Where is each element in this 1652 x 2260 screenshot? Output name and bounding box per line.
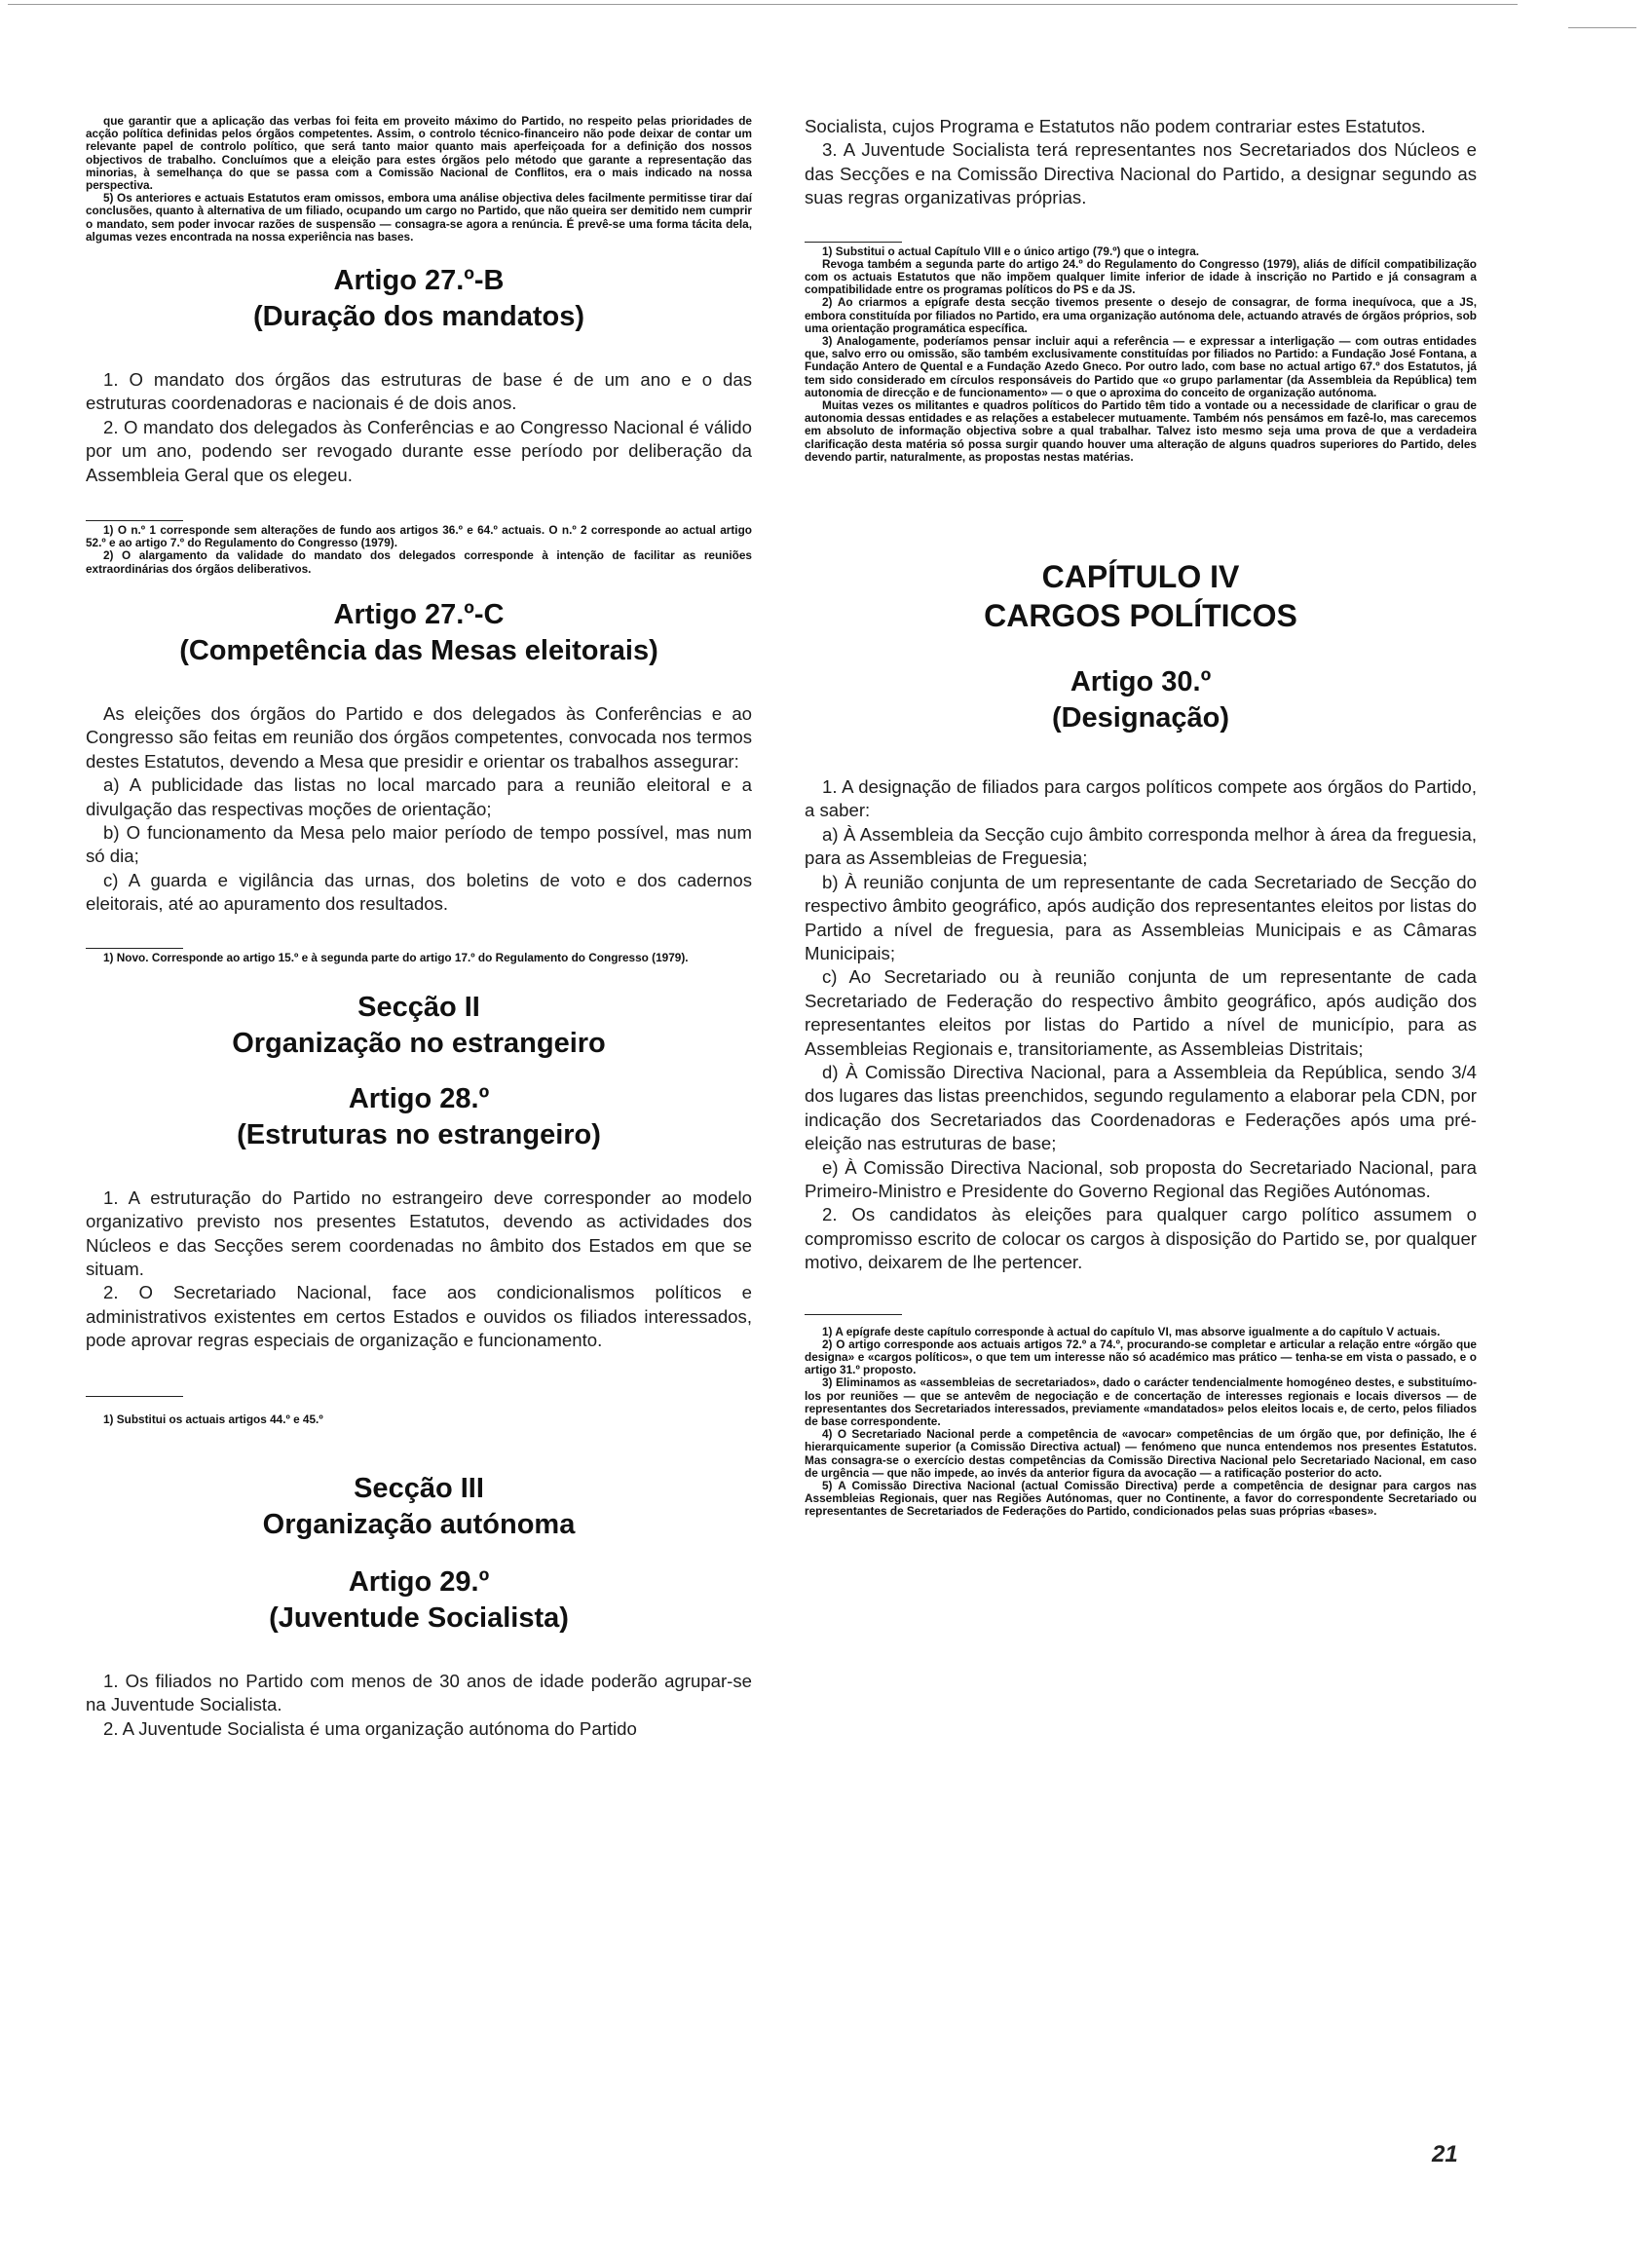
article-29-heading <box>86 1564 752 1637</box>
article-title: Artigo 27.º-B <box>333 265 505 297</box>
article-title: Artigo 28.º <box>348 1082 490 1114</box>
paragraph: c) Ao Secretariado ou à reunião conjunta de um representante de cada Secretariado de Federação do respectivo âmbito geográfico, após audição dos representantes eleitos por listas do Partido a nível de município, para as Assembleias Regionais e, transitoriamente, as Assembleias Distritais; <box>805 966 1477 1059</box>
article-27c-body <box>86 702 752 917</box>
article-title: Artigo 29.º <box>348 1565 490 1598</box>
footnote-text: 1) O n.º 1 corresponde sem alterações de fundo aos artigos 36.º e 64.º actuais. O n.º 2 corresponde ao actual artigo 52.º e ao artigo 7.º do Regulamento do Congresso (1979). <box>86 523 752 550</box>
article-30-heading <box>805 664 1477 736</box>
paragraph: Socialista, cujos Programa e Estatutos não podem contrariar estes Estatutos. <box>805 116 1426 136</box>
intro-footnotes <box>86 115 752 244</box>
article-29-body <box>86 1670 752 1741</box>
footnote-separator <box>86 520 183 521</box>
paragraph: c) A guarda e vigilância das urnas, dos boletins de voto e dos cadernos eleitorais, até ao apuramento dos resultados. <box>86 869 752 915</box>
paragraph: 2. A Juventude Socialista é uma organização autónoma do Partido <box>103 1717 637 1739</box>
chapter-subtitle: CARGOS POLÍTICOS <box>984 598 1297 634</box>
footnote-text: 4) O Secretariado Nacional perde a competência de «avocar» competências de um órgão que, por definição, lhe é hierarquicamente superior (a Comissão Directiva actual) — fenómeno que nunca entendemos nos presentes Estatutos. Mas consagra-se o exercício destas competências da Comissão Directiva Nacional pelo Secretariado Nacional, em caso de urgência — que não impede, ao invés da anterior figura da avocação — a ratificação posterior do acto. <box>805 1427 1477 1480</box>
footnote-text: Revoga também a segunda parte do artigo 24.º do Regulamento do Congresso (1979), aliás de difícil compatibilização com os actuais Estatutos que não impõem qualquer limite inferior de idade à inscrição no Partido e já consagram a compatibilidade entre os programas políticos do PS e da JS. <box>805 256 1477 297</box>
footnote-text: 1) Substitui o actual Capítulo VIII e o único artigo (79.º) que o integra. <box>822 244 1200 258</box>
article-27c-footnotes <box>86 952 752 964</box>
chapter-title: CAPÍTULO IV <box>1041 559 1240 595</box>
top-corner-mark <box>1568 27 1636 28</box>
article-subtitle: (Juventude Socialista) <box>269 1601 569 1634</box>
section-subtitle: Organização no estrangeiro <box>232 1027 606 1059</box>
paragraph: a) À Assembleia da Secção cujo âmbito corresponda melhor à área da freguesia, para as Assembleias de Freguesia; <box>805 823 1477 869</box>
footnote-text: Muitas vezes os militantes e quadros políticos do Partido têm tido a vontade ou a necessidade de clarificar o grau de autonomia dessas entidades e as relações a estabelecer mutuamente. Também nós pensámos em fazê-lo, mas carecemos em absoluto de informação objectiva sobre a qual trabalhar. Talvez isto mesmo seja uma prova de que a verdadeira clarificação desta matéria só possa surgir quando houver uma alteração de alguns quadros superiores do Partido, deles devendo partir, naturalmente, as propostas nestas matérias. <box>805 398 1477 464</box>
article-28-footnotes <box>86 1413 752 1426</box>
footnote-separator <box>805 242 902 243</box>
article-30-body <box>805 775 1477 1275</box>
footnote-text: 3) Analogamente, poderíamos pensar incluir aqui a referência — e expressar a interligação — com outras entidades que, salvo erro ou omissão, são também exclusivamente constituídas por filiados no Partido: a Fundação José Fontana, a Fundação Antero de Quental e a Fundação Azedo Gneco. Por outro lado, com base no actual artigo 67.º dos Estatutos, já tem sido considerado em círculos responsáveis do Partido que «o grupo parlamentar (da Assembleia da República) tem autonomia de direcção e de funcionamento» — o que o aproxima do conceito de organização autónoma. <box>805 334 1477 399</box>
footnote-separator <box>86 1396 183 1397</box>
article-subtitle: (Designação) <box>1051 702 1230 734</box>
paragraph: 2. O mandato dos delegados às Conferências e ao Congresso Nacional é válido por um ano, podendo ser revogado durante esse período por deliberação da Assembleia Geral que os elegeu. <box>86 416 752 485</box>
chapter-4-heading <box>805 557 1477 635</box>
paragraph: 1. O mandato dos órgãos das estruturas de base é de um ano e o das estruturas coordenadoras e nacionais é de dois anos. <box>86 369 752 414</box>
footnote-separator <box>86 948 183 949</box>
article-29-continuation <box>805 115 1477 210</box>
article-subtitle: (Competência das Mesas eleitorais) <box>179 634 658 666</box>
section-2-heading <box>86 990 752 1062</box>
article-subtitle: (Duração dos mandatos) <box>253 301 584 333</box>
paragraph: 1. A designação de filiados para cargos políticos compete aos órgãos do Partido, a saber: <box>805 776 1477 821</box>
footnote-text: 2) Ao criarmos a epígrafe desta secção tivemos presente o desejo de consagrar, de forma inequívoca, que a JS, embora constituída por filiados no Partido, era uma organização autónoma dele, actuando através de órgãos próprios, sob uma orientação programática específica. <box>805 295 1477 335</box>
footnote-text: 1) A epígrafe deste capítulo corresponde à actual do capítulo VI, mas absorve igualmente a do capítulo V actuais. <box>822 1324 1441 1338</box>
article-27c-heading <box>86 597 752 669</box>
paragraph: As eleições dos órgãos do Partido e dos delegados às Conferências e ao Congresso são feitas em reunião dos órgãos competentes, convocada nos termos destes Estatutos, devendo a Mesa que presidir e orientar os trabalhos assegurar: <box>86 702 752 772</box>
paragraph: b) O funcionamento da Mesa pelo maior período de tempo possível, mas num só dia; <box>86 821 752 867</box>
article-27b-heading <box>86 263 752 335</box>
paragraph: 2. Os candidatos às eleições para qualquer cargo político assumem o compromisso escrito de colocar os cargos à disposição do Partido se, por qualquer motivo, deixarem de lhe pertencer. <box>805 1204 1477 1273</box>
article-28-body <box>86 1186 752 1353</box>
section-title: Secção II <box>357 991 480 1023</box>
article-title: Artigo 30.º <box>1070 666 1212 698</box>
article-28-heading <box>86 1081 752 1153</box>
top-border-line <box>8 4 1518 5</box>
article-27b-body <box>86 368 752 487</box>
page-number: 21 <box>1432 2141 1458 2167</box>
section-title: Secção III <box>354 1472 484 1504</box>
section-subtitle: Organização autónoma <box>262 1508 576 1540</box>
paragraph: 1. A estruturação do Partido no estrangeiro deve corresponder ao modelo organizativo previsto nos presentes Estatutos, devendo as actividades dos Núcleos e das Secções serem coordenadas no âmbito dos Estados em que se situam. <box>86 1186 752 1279</box>
right-column <box>805 115 1477 1519</box>
footnote-text: 2) O alargamento da validade do mandato dos delegados corresponde à intenção de facilitar as reuniões extraordinárias dos órgãos deliberativos. <box>86 548 752 576</box>
paragraph: 2. O Secretariado Nacional, face aos condicionalismos políticos e administrativos existentes em certos Estados e ouvidos os filiados interessados, pode aprovar regras especiais de organização e funcionamento. <box>86 1282 752 1351</box>
article-title: Artigo 27.º-C <box>333 598 505 630</box>
paragraph: 1. Os filiados no Partido com menos de 30 anos de idade poderão agrupar-se na Juventude Socialista. <box>86 1670 752 1715</box>
footnote-text: 5) A Comissão Directiva Nacional (actual Comissão Directiva) perde a competência de designar para cargos nas Assembleias Regionais, quer nas Regiões Autónomas, quer no Continente, a favor do correspondente Secretariado ou representantes de Secretariados de Federações do Partido, condicionados pelas suas próprias «bases». <box>805 1479 1477 1519</box>
paragraph: b) À reunião conjunta de um representante de cada Secretariado de Secção do respectivo âmbito geográfico, após audição dos representantes eleitos por listas do Partido a nível de freguesia, para as Assembleias Municipais e as Câmaras Municipais; <box>805 871 1477 963</box>
article-27b-footnotes <box>86 524 752 576</box>
article-29-footnotes <box>805 245 1477 464</box>
footnote-text: 5) Os anteriores e actuais Estatutos eram omissos, embora uma análise objectiva deles facilmente permitisse tirar daí conclusões, quanto à alternativa de um filiado, ocupando um cargo no Partido, que não queira ser demitido nem cumprir o mandato, sem poder invocar razões de suspensão — consagra-se agora a renúncia. É prevê-se uma forma tácita dela, algumas vezes encontrada na nossa experiência nas bases. <box>86 191 752 244</box>
paragraph: 3. A Juventude Socialista terá representantes nos Secretariados dos Núcleos e das Secções e na Comissão Directiva Nacional do Partido, a designar segundo as suas regras organizativas próprias. <box>805 139 1477 208</box>
paragraph: e) À Comissão Directiva Nacional, sob proposta do Secretariado Nacional, para Primeiro-Ministro e Presidente do Governo Regional das Regiões Autónomas. <box>805 1156 1477 1201</box>
footnote-text: 3) Eliminamos as «assembleias de secretariados», dado o carácter tendencialmente homogéneo destes, e substituímo-los por reuniões — que se antevêm de negociação e de concertação de interesses regionais e locais diversos — de representantes dos Secretariados interessados, previamente «mandatados» pelos eleitos locais e, de certo, pelos filiados de base correspondente. <box>805 1375 1477 1429</box>
footnote-text: 1) Novo. Corresponde ao artigo 15.º e à segunda parte do artigo 17.º do Regulamento do Congresso (1979). <box>103 950 689 964</box>
footnote-text: 2) O artigo corresponde aos actuais artigos 72.º a 74.º, procurando-se completar e articular a relação entre «órgão que designa» e «cargos políticos», o que tem um interesse não só académico mas prático — tenha-se em vista o passado, e o artigo 31.º proposto. <box>805 1337 1477 1377</box>
footnote-text: que garantir que a aplicação das verbas foi feita em proveito máximo do Partido, no respeito pelas prioridades de acção política definidas pelos órgãos competentes. Assim, o controlo técnico-financeiro não pode deixar de contar um relevante papel de controlo político, que será tanto maior quanto mais aperfeiçoada for a definição dos nossos objectivos de trabalho. Concluímos que a eleição para estes órgãos pelo método que garante a representação das minorias, à semelhança do que se passa com a Comissão Nacional de Conflitos, era o mais indicado na nossa perspectiva. <box>86 114 752 193</box>
left-column <box>86 115 752 1741</box>
article-30-footnotes <box>805 1326 1477 1519</box>
section-3-heading <box>86 1471 752 1543</box>
paragraph: a) A publicidade das listas no local marcado para a reunião eleitoral e a divulgação das respectivas moções de orientação; <box>86 774 752 819</box>
footnote-separator <box>805 1314 902 1315</box>
article-subtitle: (Estruturas no estrangeiro) <box>237 1118 601 1150</box>
paragraph: d) À Comissão Directiva Nacional, para a Assembleia da República, sendo 3/4 dos lugares das listas preenchidos, segundo regulamento a elaborar pela CDN, por indicação dos Secretariados das Coordenadoras e Federações após uma pré-eleição nas estruturas de base; <box>805 1061 1477 1154</box>
footnote-text: 1) Substitui os actuais artigos 44.º e 45.º <box>103 1412 323 1426</box>
